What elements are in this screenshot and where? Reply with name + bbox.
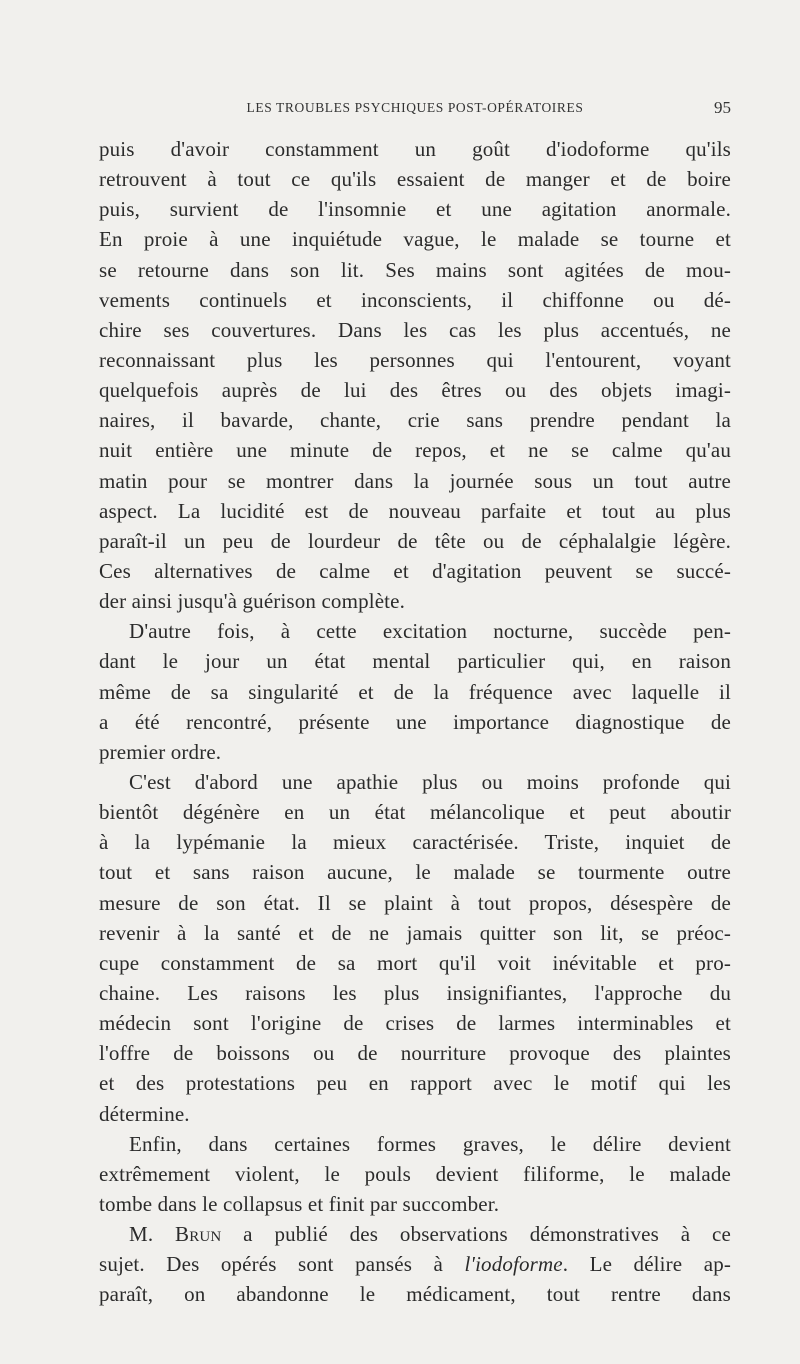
text-line: matin pour se montrer dans la journée sous un tout autre <box>99 468 731 493</box>
text-run: . Le délire ap- <box>562 1252 731 1277</box>
text-line: tout et sans raison aucune, le malade se tourmente outre <box>99 860 731 885</box>
text-line: premier ordre. <box>99 739 222 764</box>
text-line: tombe dans le collapsus et finit par succomber. <box>99 1191 500 1216</box>
text-line: chaine. Les raisons les plus insignifiantes, l'approche du <box>99 980 731 1005</box>
italic-term: l'iodoforme <box>464 1252 563 1277</box>
text-line: se retourne dans son lit. Ses mains sont agitées de mou- <box>99 257 731 282</box>
body-text <box>99 134 731 1309</box>
text-line: retrouvent à tout ce qu'ils essaient de manger et de boire <box>99 167 731 192</box>
text-line: der ainsi jusqu'à guérison complète. <box>99 589 406 614</box>
text-line: mesure de son état. Il se plaint à tout propos, désespère de <box>99 890 731 915</box>
text-line: C'est d'abord une apathie plus ou moins profonde qui <box>129 769 731 794</box>
text-line: En proie à une inquiétude vague, le malade se tourne et <box>99 227 731 252</box>
text-line: Ces alternatives de calme et d'agitation peuvent se succé- <box>99 558 731 583</box>
text-line: reconnaissant plus les personnes qui l'entourent, voyant <box>99 347 731 372</box>
text-line: puis d'avoir constamment un goût d'iodoforme qu'ils <box>99 137 731 161</box>
author-name: Brun <box>175 1222 222 1247</box>
text-line <box>99 1219 731 1249</box>
text-line: médecin sont l'origine de crises de larmes interminables et <box>99 1011 731 1036</box>
text-line <box>99 1249 731 1279</box>
text-line: à la lypémanie la mieux caractérisée. Triste, inquiet de <box>99 830 731 855</box>
text-line: paraît-il un peu de lourdeur de tête ou de céphalalgie légère. <box>99 528 731 553</box>
text-line: cupe constamment de sa mort qu'il voit inévitable et pro- <box>99 950 731 975</box>
text-line: aspect. La lucidité est de nouveau parfaite et tout au plus <box>99 498 731 523</box>
running-head <box>99 100 731 120</box>
text-line: détermine. <box>99 1101 190 1126</box>
running-title: LES TROUBLES PSYCHIQUES POST-OPÉRATOIRES <box>246 100 584 115</box>
text-line: D'autre fois, à cette excitation nocturne, succède pen- <box>129 619 731 644</box>
text-line: quelquefois auprès de lui des êtres ou des objets imagi- <box>99 378 731 403</box>
text-line: extrêmement violent, le pouls devient filiforme, le malade <box>99 1161 731 1186</box>
text-line: dant le jour un état mental particulier qui, en raison <box>99 649 731 674</box>
text-line: nuit entière une minute de repos, et ne se calme qu'au <box>99 438 731 463</box>
text-line: puis, survient de l'insomnie et une agitation anormale. <box>99 197 731 222</box>
text-line: même de sa singularité et de la fréquence avec laquelle il <box>99 679 731 704</box>
text-line: paraît, on abandonne le médicament, tout rentre dans <box>99 1282 731 1307</box>
page-number: 95 <box>714 98 731 117</box>
text-line: revenir à la santé et de ne jamais quitter son lit, se préoc- <box>99 920 731 945</box>
text-line: chire ses couvertures. Dans les cas les plus accentués, ne <box>99 317 731 342</box>
text-run: M. <box>129 1222 176 1247</box>
text-line: Enfin, dans certaines formes graves, le délire devient <box>129 1131 731 1156</box>
text-run: sujet. Des opérés sont pansés à <box>99 1252 465 1277</box>
text-line: l'offre de boissons ou de nourriture provoque des plaintes <box>99 1041 731 1066</box>
text-run: a publié des observations démonstratives à ce <box>221 1222 731 1247</box>
text-line: naires, il bavarde, chante, crie sans prendre pendant la <box>99 408 731 433</box>
text-line: a été rencontré, présente une importance diagnostique de <box>99 709 731 734</box>
text-line: et des protestations peu en rapport avec le motif qui les <box>99 1071 731 1096</box>
text-line: vements continuels et inconscients, il chiffonne ou dé- <box>99 287 731 312</box>
text-line: bientôt dégénère en un état mélancolique et peut aboutir <box>99 800 731 825</box>
